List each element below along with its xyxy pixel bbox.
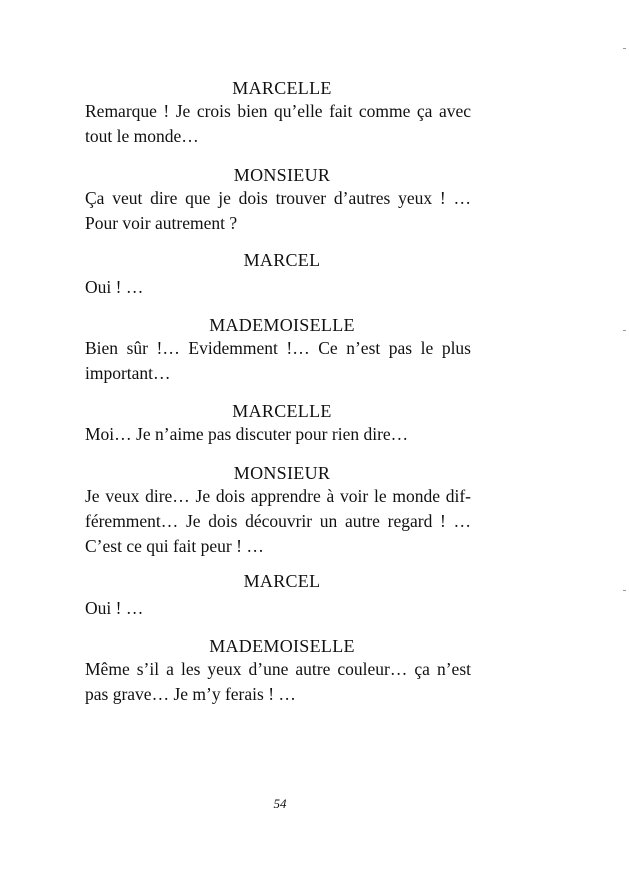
speaker-name: MADEMOISELLE [209, 636, 355, 656]
speech-block [85, 314, 471, 386]
speech-block [85, 570, 471, 621]
scan-edge-mark [623, 48, 626, 49]
speech-block [85, 462, 471, 559]
speech-block [85, 400, 471, 447]
dialogue-line: Oui ! … [85, 598, 144, 618]
speaker-name: MARCEL [243, 571, 321, 591]
dialogue-line: Remarque ! Je crois bien qu’elle fait comme ça avec [85, 101, 471, 121]
speaker-name: MARCELLE [232, 78, 332, 98]
speech-block [85, 77, 471, 149]
speaker-name: MARCELLE [232, 401, 332, 421]
dialogue-line: Ça veut dire que je dois trouver d’autres yeux ! … [85, 188, 471, 208]
speaker-name: MARCEL [243, 250, 321, 270]
dialogue-line: Pour voir autrement ? [85, 213, 238, 233]
dialogue-line: Je veux dire… Je dois apprendre à voir le monde dif- [85, 486, 471, 506]
speech-block [85, 164, 471, 236]
scan-edge-mark [623, 590, 626, 591]
speech-block [85, 249, 471, 300]
dialogue-line: important… [85, 363, 171, 383]
speaker-name: MONSIEUR [233, 165, 331, 185]
scan-edge-mark [623, 330, 626, 331]
page-number: 54 [273, 796, 287, 811]
dialogue-line: Moi… Je n’aime pas discuter pour rien dire… [85, 424, 409, 444]
dialogue-line: féremment… Je dois découvrir un autre regard ! … [85, 511, 471, 531]
dialogue-line: pas grave… Je m’y ferais ! … [85, 684, 296, 704]
dialogue-line: tout le monde… [85, 126, 199, 146]
dialogue-line: Bien sûr !… Evidemment !… Ce n’est pas le plus [85, 338, 471, 358]
dialogue-line: Même s’il a les yeux d’une autre couleur… ça n’est [85, 659, 471, 679]
speaker-name: MADEMOISELLE [209, 315, 355, 335]
dialogue-line: C’est ce qui fait peur ! … [85, 536, 264, 556]
dialogue-line: Oui ! … [85, 277, 144, 297]
speaker-name: MONSIEUR [233, 463, 331, 483]
speech-block [85, 635, 471, 707]
